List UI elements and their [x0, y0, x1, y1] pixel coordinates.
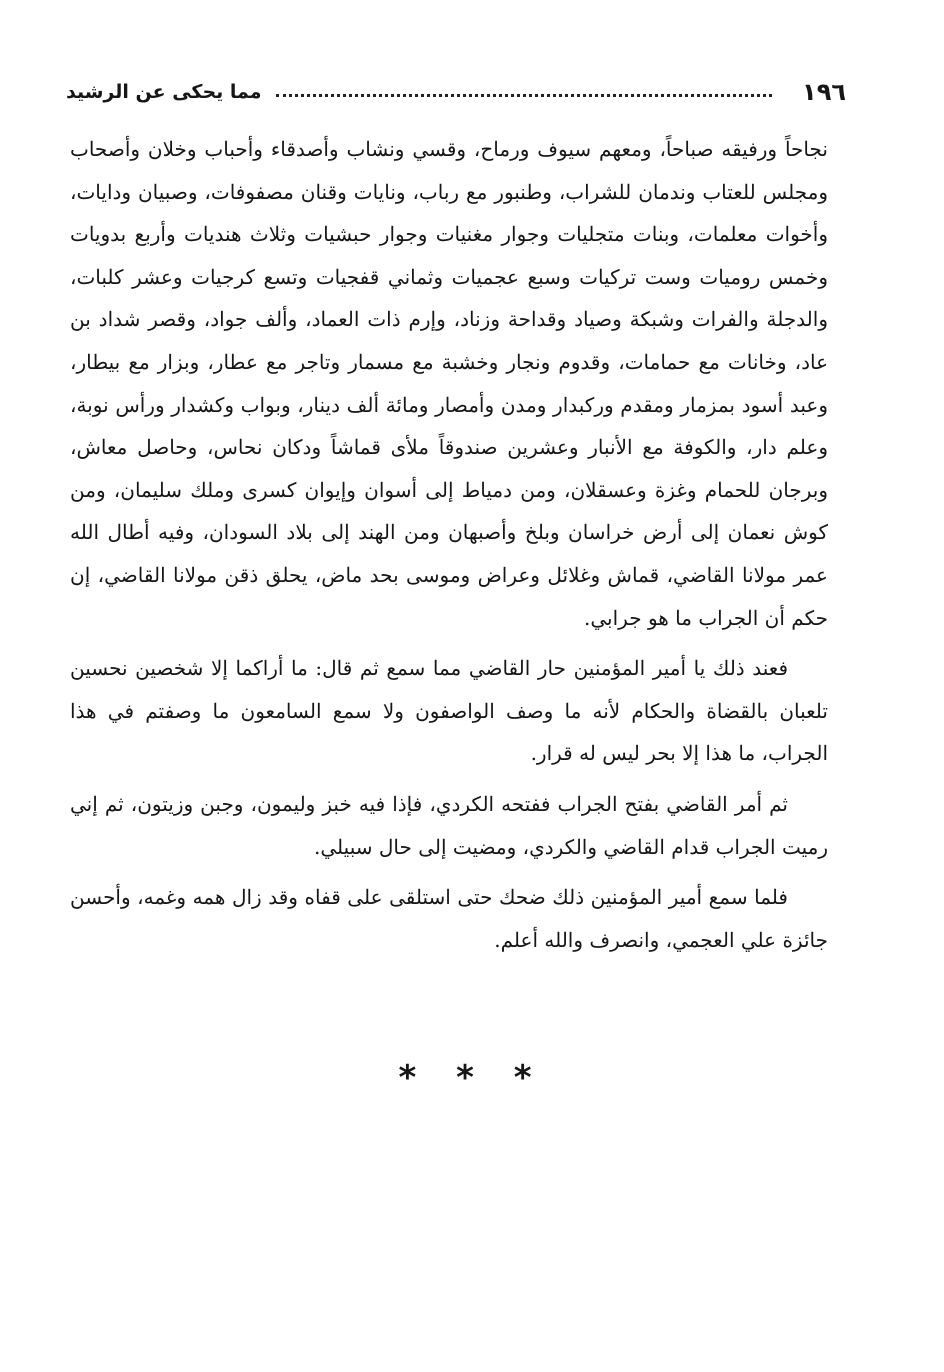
page-number: ١٩٦: [802, 78, 846, 106]
body-text: [70, 128, 828, 969]
paragraph-1: نجاحاً ورفيقه صباحاً، ومعهم سيوف ورماح، وقسي ونشاب وأصدقاء وأحباب وخلان وأصحاب ومجلس للعتاب وندمان للشراب، وطنبور مع رباب، ونايات وقنان مصفوفات، وصبيان ودايات، وأخوات معلمات، وبنات متجليات وجوار مغنيات وجوار حبشيات وثلاث هنديات وأربع بدويات وخمس روميات وست تركيات وسبع عجميات وثماني قفجيات وتسع كرجيات وعشر كلبات، والدجلة والفرات وشبكة وصياد وقداحة وزناد، وإرم ذات العماد، وألف جواد، وقصر شداد بن عاد، وخانات مع حمامات، وقدوم ونجار وخشبة مع مسمار وتاجر مع عطار، وبزار مع بيطار، وعبد أسود بمزمار ومقدم وركبدار ومدن وأمصار ومائة ألف دينار، وبواب وكشدار ورأس نوبة، وعلم دار، والكوفة مع الأنبار وعشرين صندوقاً ملأى قماشاً ودكان نحاس، وحاصل معاش، وبرجان للحمام وغزة وعسقلان، ومن دمياط إلى أسوان وإيوان كسرى وملك سليمان، ومن كوش نعمان إلى أرض خراسان وبلخ وأصبهان ومن الهند إلى بلاد السودان، وفيه أطال الله عمر مولانا القاضي، قماش وغلائل وعراض وموسى بحد ماض، يحلق ذقن مولانا القاضي، إن حكم أن الجراب ما هو جرابي.: [70, 137, 828, 630]
section-separator: * * *: [398, 1058, 546, 1098]
page-header: [66, 72, 846, 112]
running-title: مما يحكى عن الرشيد: [66, 81, 262, 103]
paragraph-2: فعند ذلك يا أمير المؤمنين حار القاضي مما سمع ثم قال: ما أراكما إلا شخصين نحسين تلعبان بالقضاة والحكام لأنه ما وصف الواصفون ولا سمع السامعون ما وصفتم في هذا الجراب، ما هذا إلا بحر ليس له قرار.: [70, 656, 828, 766]
dotted-leader: [276, 94, 773, 97]
paragraph-4: فلما سمع أمير المؤمنين ذلك ضحك حتى استلقى على قفاه وقد زال همه وغمه، وأحسن جائزة علي العجمي، وانصرف والله أعلم.: [70, 885, 828, 952]
paragraph-3: ثم أمر القاضي بفتح الجراب ففتحه الكردي، فإذا فيه خبز وليمون، وجبن وزيتون، ثم إني رميت الجراب قدام القاضي والكردي، ومضيت إلى حال سبيلي.: [70, 791, 828, 859]
